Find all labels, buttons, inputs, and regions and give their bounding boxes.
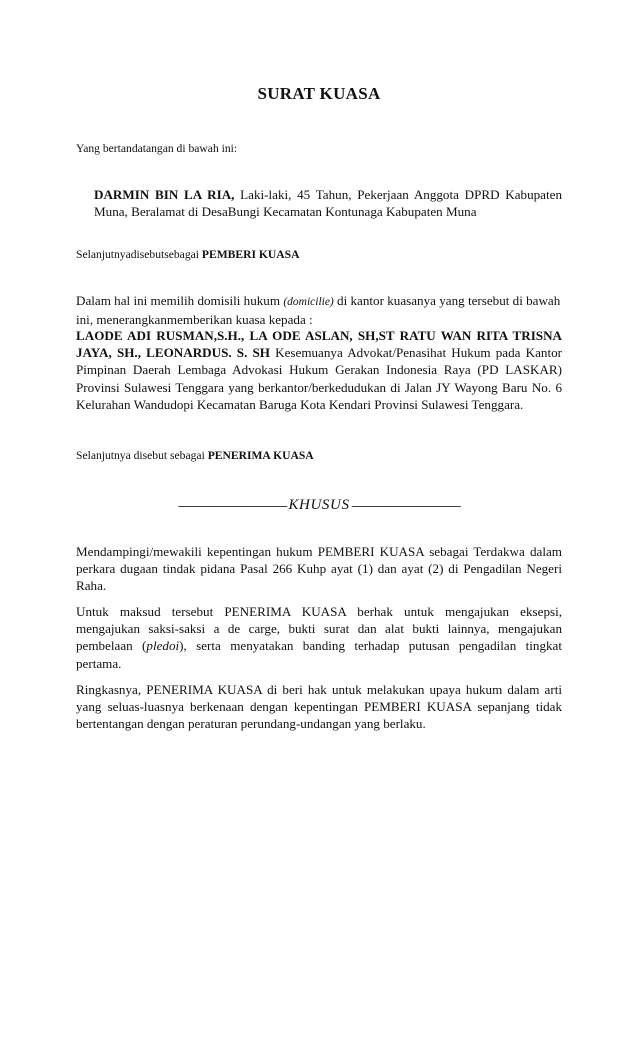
grantor-paragraph xyxy=(94,186,562,220)
pledoi-term: pledoi xyxy=(146,638,180,654)
khusus-left-dashes: -------------------------------------------- xyxy=(178,500,287,512)
grantor-role: PEMBERI KUASA xyxy=(201,248,300,261)
grantees-paragraph xyxy=(76,327,562,413)
domicile-text-1: Dalam hal ini memilih domisili hukum xyxy=(76,293,284,308)
grantor-details: Laki-laki, 45 Tahun, Pekerjaan Anggota DPRD Kabupaten Muna, Beralamat di DesaBungi Kecamatan Kontunaga Kabupaten Muna xyxy=(94,187,562,220)
grantor-label xyxy=(76,246,562,263)
intro-text: Yang bertandatangan di bawah ini: xyxy=(76,142,238,155)
grantor-name: DARMIN BIN LA RIA, xyxy=(94,187,235,202)
mandate-paragraph-1: Mendampingi/mewakili kepentingan hukum PEMBERI KUASA sebagai Terdakwa dalam perkara dugaan tindak pidana Pasal 266 Kuhp ayat (1) dan ayat (2) di Pengadilan Negeri Raha. xyxy=(76,544,562,594)
grantee-role: PENERIMA KUASA xyxy=(207,449,314,462)
domicile-term: (domicilie) xyxy=(283,296,334,308)
mandate-paragraph-2-after: ), serta menyatakan banding terhadap putusan pengadilan tingkat pertama. xyxy=(76,638,562,671)
grantees-names: LAODE ADI RUSMAN,S.H., LA ODE ASLAN, SH,ST RATU WAN RITA TRISNA JAYA, SH., LEONARDUS. S. SH xyxy=(76,328,562,361)
khusus-word: KHUSUS xyxy=(288,497,350,513)
grantee-label-prefix: Selanjutnya disebut sebagai xyxy=(76,449,208,462)
mandate-paragraph-2 xyxy=(76,603,562,672)
mandate-paragraph-3: Ringkasnya, PENERIMA KUASA di beri hak untuk melakukan upaya hukum dalam arti yang seluas-luasnya berkenaan dengan kepentingan PEMBERI KUASA sepanjang tidak bertentangan dengan peraturan perundang-undangan yang berlaku. xyxy=(76,682,562,732)
domicile-text-2: di kantor kuasanya yang tersebut di bawah ini, menerangkanmemberikan kuasa kepada : xyxy=(76,293,561,328)
document-title: SURAT KUASA xyxy=(257,84,381,103)
khusus-heading xyxy=(0,497,638,514)
domicile-paragraph xyxy=(76,292,562,328)
mandate-paragraph-2-before: Untuk maksud tersebut PENERIMA KUASA berhak untuk mengajukan eksepsi, mengajukan saksi-saksi a de carge, bukti surat dan alat bukti lainnya, mengajukan pembelaan ( xyxy=(76,604,562,654)
grantor-label-prefix: Selanjutnyadisebutsebagai xyxy=(76,248,202,261)
khusus-right-dashes: -------------------------------------------- xyxy=(351,500,460,512)
grantees-details: Kesemuanya Advokat/Penasihat Hukum pada Kantor Pimpinan Daerah Lembaga Advokasi Hukum Gerakan Indonesia Raya (PD LASKAR) Provinsi Sulawesi Tenggara yang berkantor/berkedudukan di Jalan JY Wayong Baru No. 6 Kelurahan Wandudopi Kecamatan Baruga Kota Kendari Provinsi Sulawesi Tenggara. xyxy=(76,345,562,412)
grantee-label xyxy=(76,447,562,464)
